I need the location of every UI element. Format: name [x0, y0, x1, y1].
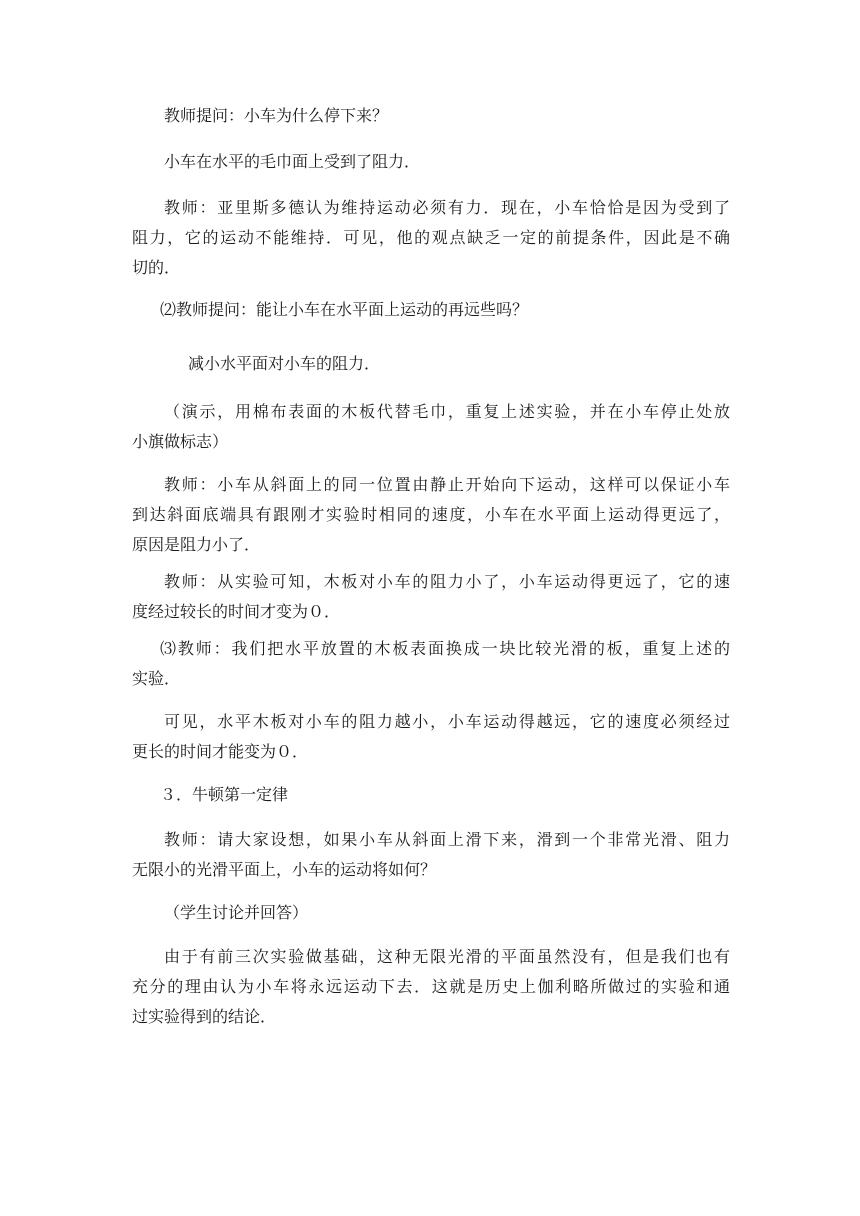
paragraph-line: 小旗做标志）	[132, 432, 229, 451]
paragraph-13	[132, 898, 730, 928]
paragraph-line: 减小水平面对小车的阻力．	[188, 354, 381, 373]
paragraph-5	[132, 349, 730, 379]
paragraph-line: 充分的理由认为小车将永远运动下去．这就是历史上伽利略所做过的实验和通	[132, 977, 730, 996]
paragraph-1	[132, 101, 730, 131]
paragraph-line: 无限小的光滑平面上，小车的运动将如何？	[132, 860, 437, 879]
paragraph-12	[132, 825, 730, 885]
paragraph-line: 过实验得到的结论．	[132, 1007, 277, 1026]
paragraph-line: ⑵教师提问：能让小车在水平面上运动的再远些吗？	[160, 300, 529, 319]
paragraph-line: 教师：小车从斜面上的同一位置由静止开始向下运动，这样可以保证小车	[164, 475, 730, 494]
paragraph-11	[132, 780, 730, 810]
paragraph-9	[132, 634, 730, 694]
paragraph-line: 教师提问：小车为什么停下来？	[164, 106, 389, 125]
paragraph-8	[132, 567, 730, 627]
paragraph-line: （学生讨论并回答）	[164, 903, 309, 922]
paragraph-7	[132, 470, 730, 560]
paragraph-line: 到达斜面底端具有跟刚才实验时相同的速度，小车在水平面上运动得更远了，	[132, 505, 730, 524]
paragraph-3	[132, 193, 730, 283]
paragraph-10	[132, 707, 730, 767]
paragraph-line: 小车在水平的毛巾面上受到了阻力．	[164, 152, 421, 171]
paragraph-line: 切的．	[132, 258, 181, 277]
paragraph-line: 教师：从实验可知，木板对小车的阻力小了，小车运动得更远了，它的速	[164, 572, 730, 591]
paragraph-line: 教师：请大家设想，如果小车从斜面上滑下来，滑到一个非常光滑、阻力	[164, 830, 730, 849]
paragraph-line: ⑶教师：我们把水平放置的木板表面换成一块比较光滑的板，重复上述的	[160, 639, 730, 658]
paragraph-line: 可见，水平木板对小车的阻力越小，小车运动得越远，它的速度必须经过	[164, 712, 730, 731]
paragraph-line: 原因是阻力小了．	[132, 535, 261, 554]
paragraph-line: （演示，用棉布表面的木板代替毛巾，重复上述实验，并在小车停止处放	[164, 402, 730, 421]
paragraph-line: 教师：亚里斯多德认为维持运动必须有力．现在，小车恰恰是因为受到了	[164, 198, 730, 217]
paragraph-4	[132, 295, 730, 325]
paragraph-line: 更长的时间才能变为０．	[132, 742, 309, 761]
paragraph-line: 由于有前三次实验做基础，这种无限光滑的平面虽然没有，但是我们也有	[164, 947, 730, 966]
paragraph-6	[132, 397, 730, 457]
paragraph-line: 度经过较长的时间才变为０．	[132, 602, 341, 621]
paragraph-line: 阻力，它的运动不能维持．可见，他的观点缺乏一定的前提条件，因此是不确	[132, 228, 730, 247]
paragraph-14	[132, 942, 730, 1032]
paragraph-2	[132, 147, 730, 177]
paragraph-line: ３．牛顿第一定律	[160, 785, 289, 804]
paragraph-line: 实验．	[132, 669, 181, 688]
